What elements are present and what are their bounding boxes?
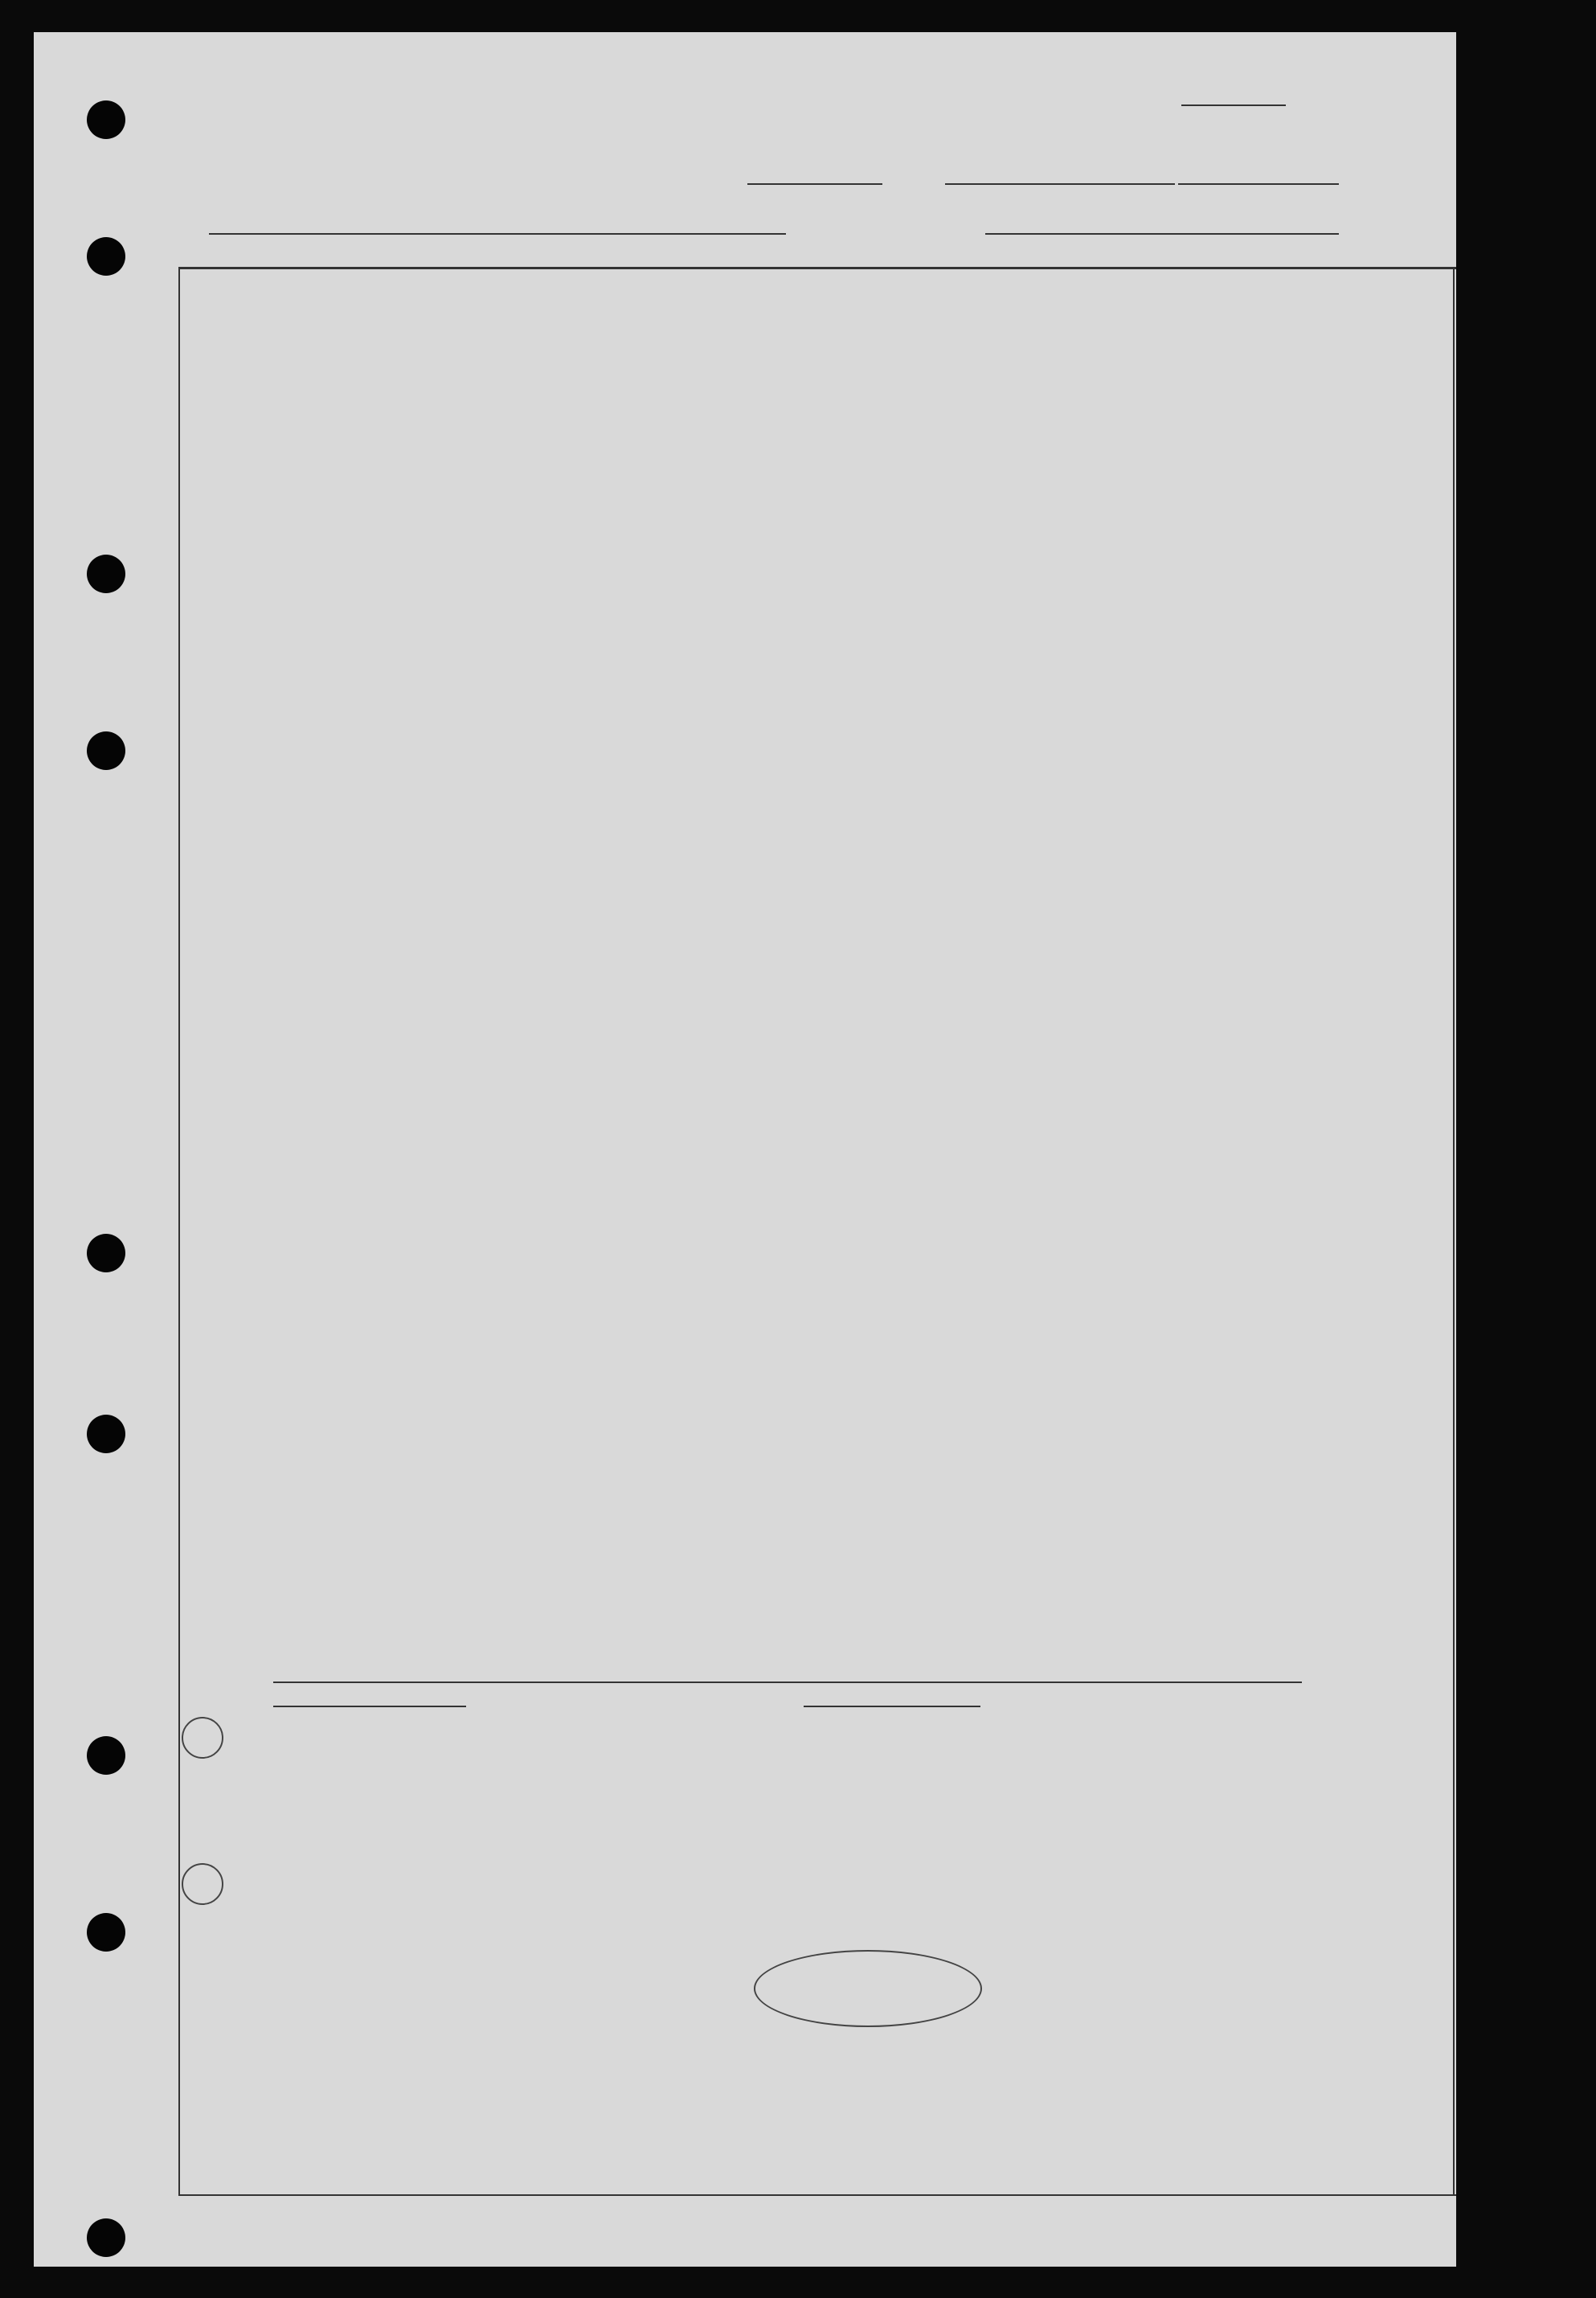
punch-hole — [87, 555, 125, 593]
punch-hole — [87, 100, 125, 139]
punch-hole — [87, 2218, 125, 2257]
punch-hole — [87, 1415, 125, 1453]
punch-hole — [87, 237, 125, 276]
line-circle — [182, 1717, 223, 1759]
cancel-strike-line — [273, 1706, 466, 1707]
rochester-circle — [754, 1950, 982, 2027]
passenger-table — [178, 267, 1456, 2196]
cancel-strike-line — [273, 1682, 1302, 1683]
punch-hole — [87, 731, 125, 770]
punch-hole — [87, 1234, 125, 1272]
cancel-strike-line — [804, 1706, 980, 1707]
punch-hole — [87, 1736, 125, 1775]
line-circle — [182, 1863, 223, 1905]
punch-hole — [87, 1913, 125, 1952]
